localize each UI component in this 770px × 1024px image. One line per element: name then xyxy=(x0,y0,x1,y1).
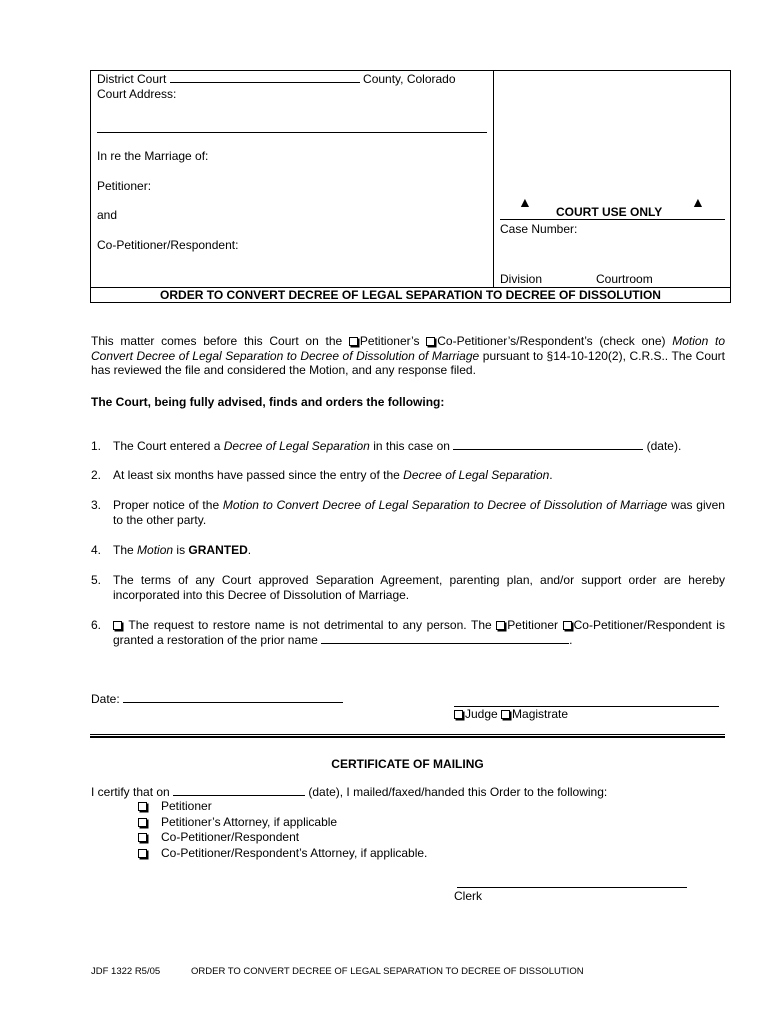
recipient-checkbox[interactable] xyxy=(138,849,147,858)
item-text: Proper notice of the xyxy=(113,498,220,512)
order-title: ORDER TO CONVERT DECREE OF LEGAL SEPARATION TO DECREE OF DISSOLUTION xyxy=(91,287,730,303)
magistrate-checkbox[interactable] xyxy=(501,710,510,719)
list-item xyxy=(113,439,725,454)
item-text: The request to restore name is not detrimental to any person. The xyxy=(128,618,492,632)
recipient-label: Petitioner xyxy=(161,799,212,813)
petitioner-label: Petitioner: xyxy=(97,179,152,193)
motion-title-italic: Motion to Convert Decree of Legal Separation to Decree of Dissolution of Marriage xyxy=(91,334,725,363)
certify-text-start: I certify that on xyxy=(91,785,170,799)
date-line xyxy=(91,692,343,707)
courtroom-label: Courtroom xyxy=(596,272,653,286)
date-blank[interactable] xyxy=(123,692,343,703)
triangle-up-icon-right: ▲ xyxy=(691,194,705,210)
list-item xyxy=(138,815,427,831)
in-re-marriage-label: In re the Marriage of: xyxy=(97,149,209,163)
recipient-checkbox[interactable] xyxy=(138,802,147,811)
list-item xyxy=(138,846,427,862)
recipient-checkbox[interactable] xyxy=(138,833,147,842)
judge-magistrate-options xyxy=(454,707,568,722)
item-text: At least six months have passed since the entry of the xyxy=(113,468,400,482)
item-text: (date). xyxy=(646,439,682,453)
list-item xyxy=(113,498,725,527)
section-divider-top xyxy=(90,734,725,735)
and-label: and xyxy=(97,208,118,222)
list-item xyxy=(113,543,725,558)
petitioners-option-label: Petitioner’s xyxy=(359,334,420,348)
prior-name-blank[interactable] xyxy=(321,633,569,644)
item-number: 1. xyxy=(91,439,102,453)
item-number: 2. xyxy=(91,468,102,482)
co-petitioner-label: Co-Petitioner/Respondent: xyxy=(97,238,239,252)
court-address-line[interactable] xyxy=(97,132,487,133)
caption-box xyxy=(90,70,731,303)
item-italic: Decree of Legal Separation xyxy=(223,439,370,453)
intro-text-start: This matter comes before this Court on the xyxy=(91,334,343,348)
intro-text-end: pursuant to §14-10-120(2), C.R.S.. The Court has reviewed the file and considered the Motion, and any response filed. xyxy=(91,348,726,377)
intro-paragraph xyxy=(91,334,725,378)
petitioner-checkbox[interactable] xyxy=(349,337,358,346)
decree-date-blank[interactable] xyxy=(453,439,643,450)
item-text: The terms of any Court approved Separation Agreement, parenting plan, and/or support order are hereby incorporated into this Decree of Dissolution of Marriage. xyxy=(113,573,725,602)
footer-form-title: ORDER TO CONVERT DECREE OF LEGAL SEPARATION TO DECREE OF DISSOLUTION xyxy=(191,966,584,977)
item-text: . xyxy=(549,468,553,482)
district-court-line xyxy=(97,72,456,87)
item-text: Co-Petitioner/Respondent is granted a restoration of the prior name xyxy=(113,618,725,647)
restore-petitioner-checkbox[interactable] xyxy=(496,621,505,630)
co-petitioners-option-label: Co-Petitioner’s/Respondent’s (check one) xyxy=(437,334,666,348)
clerk-label: Clerk xyxy=(454,889,483,903)
form-id: JDF 1322 R5/05 xyxy=(91,966,161,977)
court-use-divider xyxy=(500,219,725,220)
item-text: is xyxy=(176,543,186,557)
county-colorado-label: County, Colorado xyxy=(363,72,456,86)
triangle-up-icon-left: ▲ xyxy=(518,194,532,210)
recipient-checkbox[interactable] xyxy=(138,818,147,827)
item-number: 5. xyxy=(91,573,102,587)
item-text: . xyxy=(569,632,573,647)
caption-right-panel xyxy=(494,71,730,287)
item-italic: Motion to Convert Decree of Legal Separation to Decree of Dissolution of Marriage xyxy=(222,498,668,512)
list-item xyxy=(113,468,725,483)
item-text: in this case on xyxy=(373,439,450,453)
item-text: was given to the other party. xyxy=(113,498,725,527)
list-item xyxy=(138,799,427,815)
judge-label: Judge xyxy=(465,707,498,721)
restore-co-petitioner-checkbox[interactable] xyxy=(563,621,572,630)
item-italic: Decree of Legal Separation xyxy=(403,468,550,482)
list-item xyxy=(138,830,427,846)
district-court-label: District Court xyxy=(97,72,167,86)
co-petitioner-checkbox[interactable] xyxy=(426,337,435,346)
judge-checkbox[interactable] xyxy=(454,710,463,719)
item-number: 4. xyxy=(91,543,102,557)
recipient-list xyxy=(138,799,427,861)
recipient-label: Co-Petitioner/Respondent xyxy=(161,830,300,844)
section-divider-bottom xyxy=(90,736,725,738)
magistrate-label: Magistrate xyxy=(512,707,569,721)
court-use-only-label: COURT USE ONLY xyxy=(556,205,663,219)
restore-name-checkbox[interactable] xyxy=(113,621,122,630)
item-text: The xyxy=(113,543,134,557)
item-italic: Motion xyxy=(137,543,174,557)
date-label: Date: xyxy=(91,692,120,706)
certificate-heading: CERTIFICATE OF MAILING xyxy=(331,757,484,771)
item-number: 6. xyxy=(91,618,102,632)
certify-text-end: (date), I mailed/faxed/handed this Order to the following: xyxy=(308,785,608,799)
clerk-signature-line[interactable] xyxy=(457,887,687,888)
item-text: The Court entered a xyxy=(113,439,221,453)
item-text: Petitioner xyxy=(507,618,558,632)
list-item xyxy=(113,573,725,602)
certify-line xyxy=(91,785,607,800)
recipient-label: Petitioner’s Attorney, if applicable xyxy=(161,814,338,829)
county-blank[interactable] xyxy=(170,72,360,83)
caption-left-panel xyxy=(91,71,494,287)
recipient-label: Co-Petitioner/Respondent’s Attorney, if applicable. xyxy=(161,845,428,860)
item-text: . xyxy=(247,543,252,557)
list-item xyxy=(113,618,725,647)
court-address-label: Court Address: xyxy=(97,87,177,101)
granted-bold: GRANTED xyxy=(188,543,248,557)
findings-heading: The Court, being fully advised, finds and orders the following: xyxy=(91,395,445,409)
case-number-label: Case Number: xyxy=(500,222,578,236)
item-number: 3. xyxy=(91,498,102,512)
division-label: Division xyxy=(500,272,543,286)
mailing-date-blank[interactable] xyxy=(173,785,305,796)
